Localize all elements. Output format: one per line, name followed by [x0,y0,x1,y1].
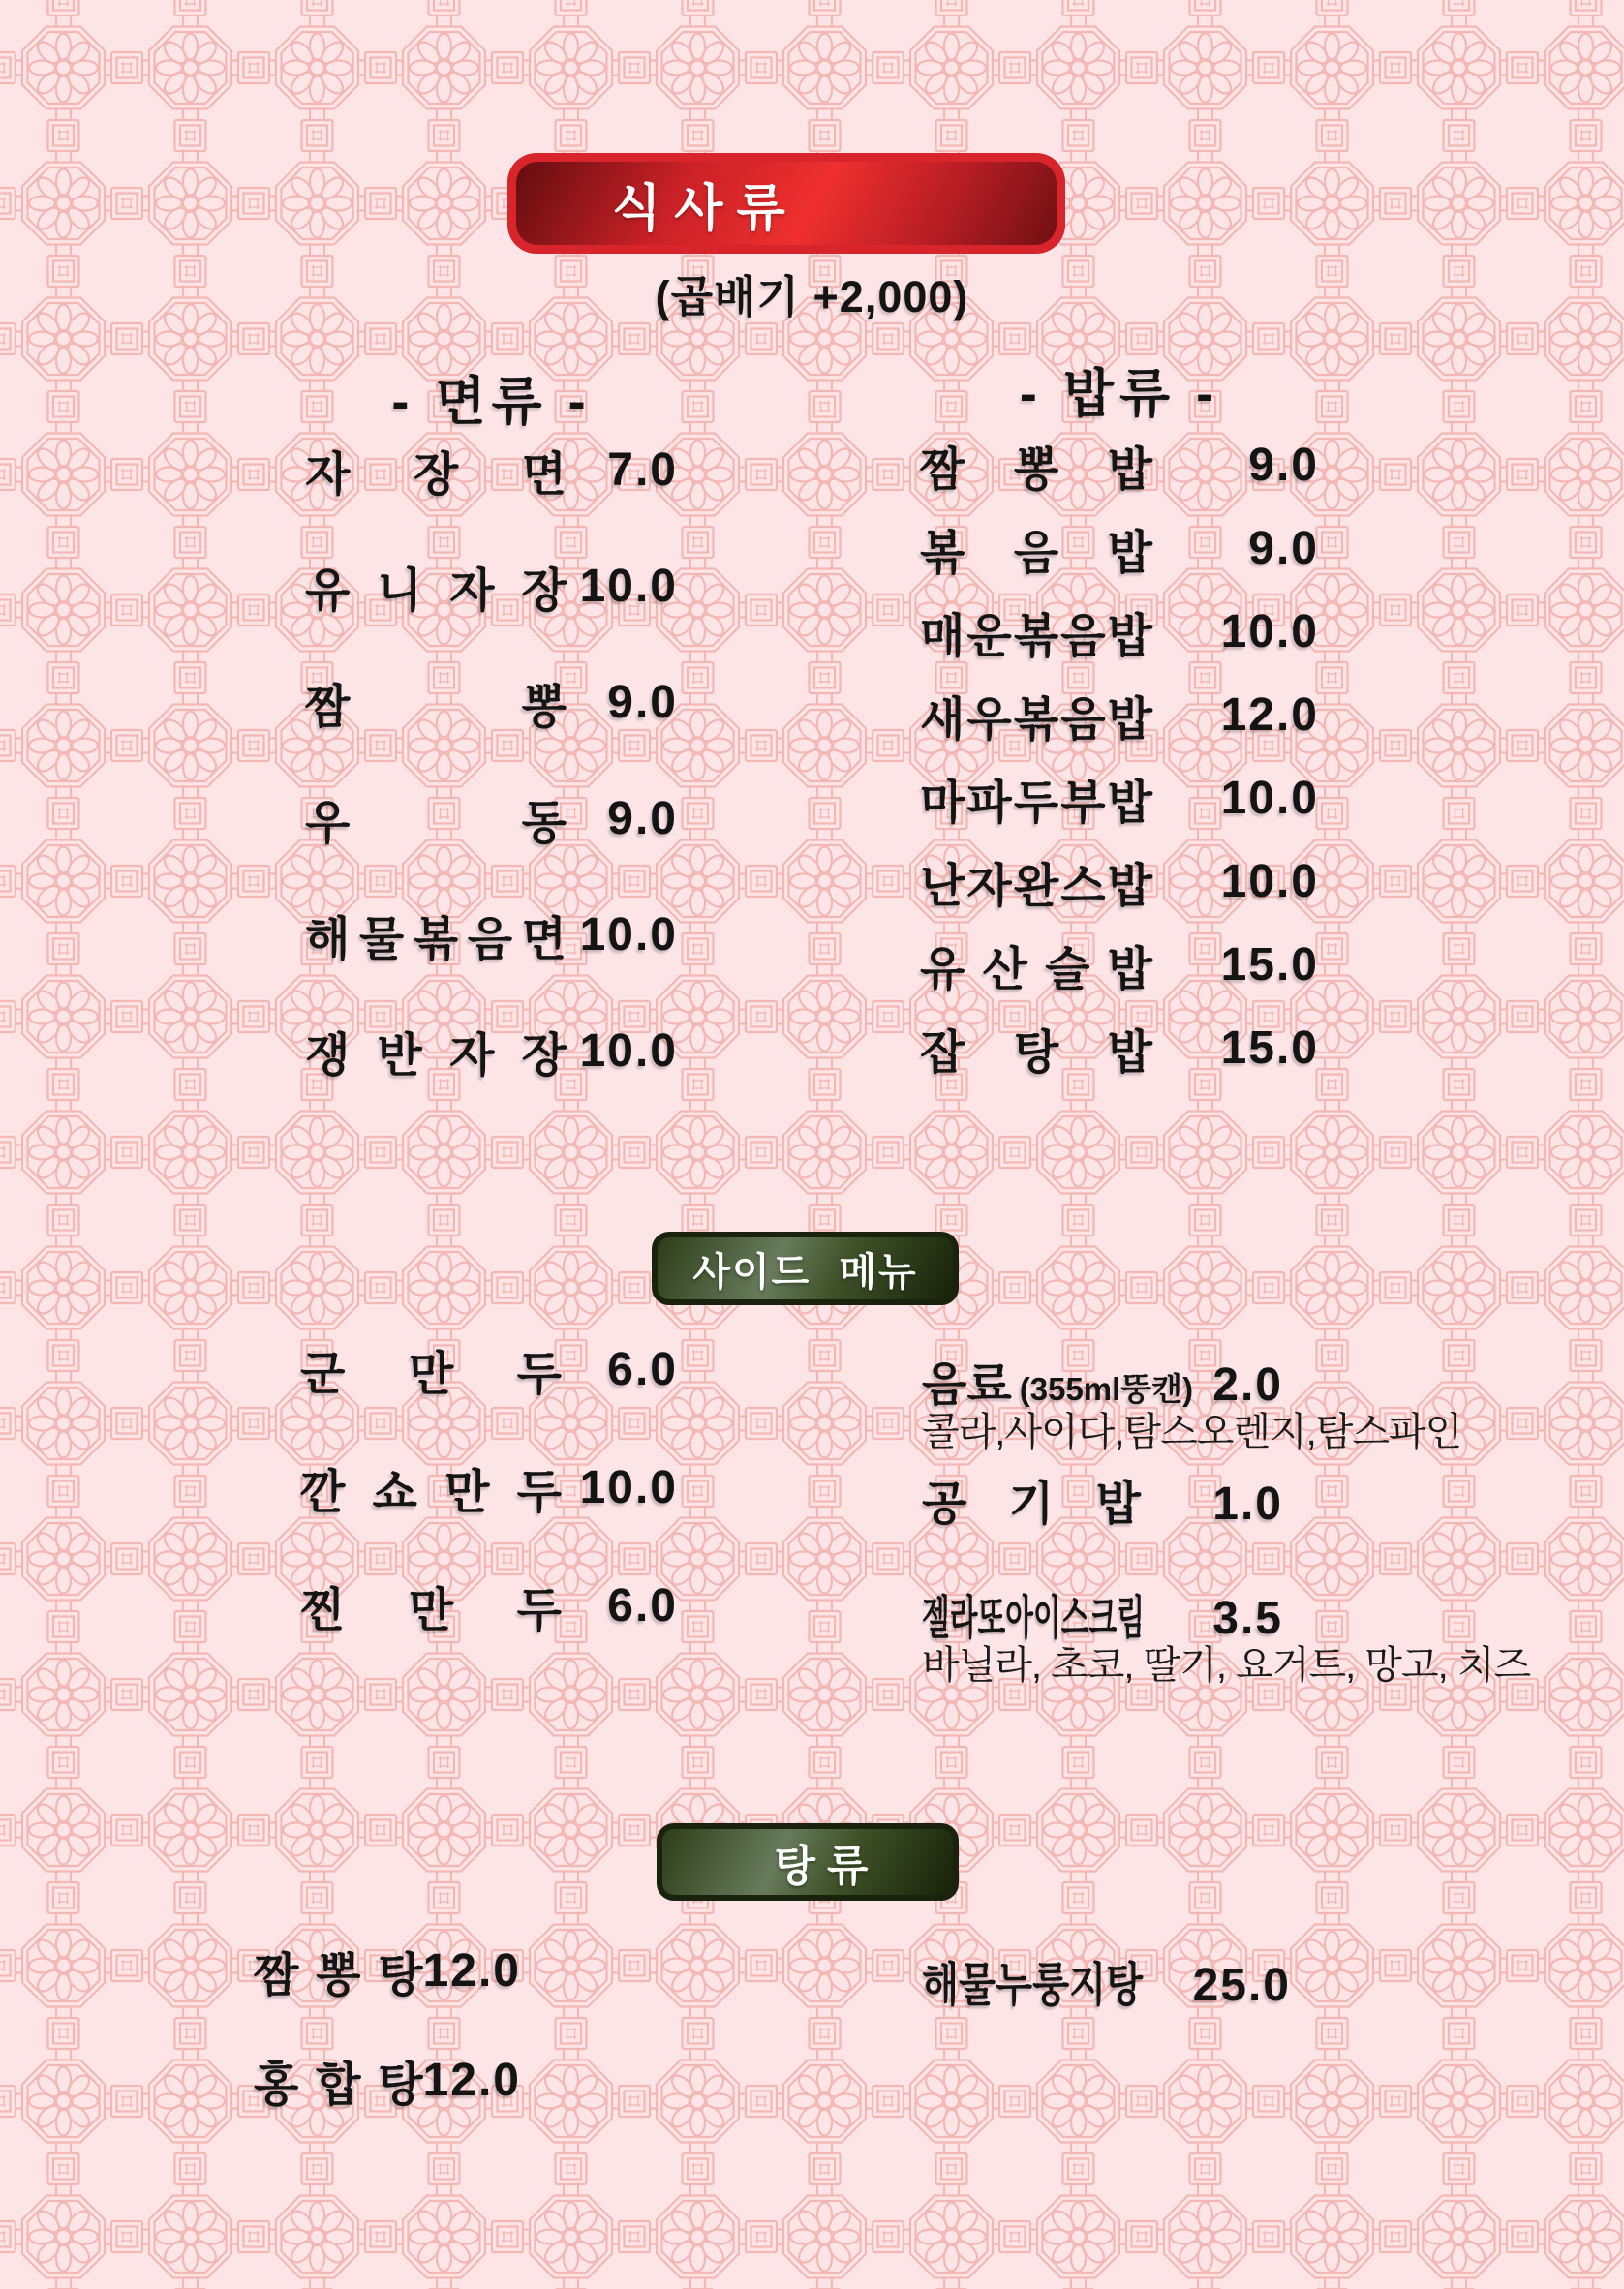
side-menu-drink-block [922,1347,1462,1456]
item-price: 10.0 [579,1024,678,1077]
category-badge-meals [507,153,1065,254]
category-badge-meals-label: 식사류 [612,180,799,237]
noodles-item-list [305,443,678,1082]
item-name: 젤라또아이스크림 [922,1593,1145,1644]
menu-item-row [305,908,678,965]
category-badge-soup [657,1823,959,1901]
item-name: 매 운 볶 음 밥 [920,610,1152,662]
item-name-wrap [922,1947,1164,2014]
item-price: 25.0 [1192,1960,1291,2011]
item-price: 7.0 [607,443,678,496]
item-name: 공 기 밥 [922,1479,1141,1530]
item-price: 10.0 [1220,855,1319,907]
category-badge-soup-label: 탕류 [774,1843,880,1890]
menu-item-row [254,1944,521,2001]
item-name: 마 파 두 부 밥 [920,777,1152,829]
menu-item-row [920,688,1319,746]
menu-item-row [254,2054,521,2111]
menu-item-row [922,1580,1283,1644]
menu-item-row [305,443,678,501]
category-badge-side-menu [652,1232,959,1305]
item-price: 10.0 [579,560,678,612]
item-description: 바닐라, 초코, 딸기, 요거트, 망고, 치즈 [922,1644,1531,1687]
menu-item-row [920,772,1319,829]
item-name: 홍 합 탕 [254,2059,423,2111]
item-name: 해물누룽지탕 [922,1960,1144,2011]
item-name: 우 동 [305,797,567,849]
side-menu-left-list [300,1343,678,1636]
item-name: 음료 [922,1359,1012,1411]
item-name: 짬 뽕 [305,681,567,733]
menu-item-row [920,1022,1319,1079]
item-name: 난 자 완 스 밥 [920,860,1152,912]
menu-item-row [920,605,1319,662]
category-badge-meals-inner [516,162,1057,245]
menu-item-row [305,560,678,617]
menu-item-row [922,1347,1283,1411]
menu-item-row [305,676,678,733]
menu-item-row [300,1579,678,1636]
item-description: 콜라,사이다,탐스오렌지,탐스파인 [922,1411,1462,1453]
item-name: 짬 뽕 탕 [254,1949,423,2001]
item-name: 군 만 두 [300,1348,562,1400]
subtitle-extra-charge: (곱배기 +2,000) [655,272,969,321]
item-price: 15.0 [1220,1022,1319,1074]
menu-item-row [920,938,1319,995]
item-name: 자 장 면 [305,448,567,501]
item-price: 6.0 [607,1579,678,1632]
menu-item-row [922,1466,1283,1530]
menu-item-row [305,792,678,849]
menu-item-row [300,1343,678,1400]
item-price: 15.0 [1220,938,1319,991]
menu-item-row [920,522,1319,579]
item-price: 10.0 [1220,772,1319,824]
side-menu-gelato-block [922,1580,1531,1690]
item-name: 유 니 자 장 [305,565,567,617]
menu-item-row [922,1947,1291,2011]
item-price: 2.0 [1212,1359,1283,1411]
item-price: 1.0 [1212,1479,1283,1530]
item-price: 9.0 [607,792,678,844]
item-price: 10.0 [1220,605,1319,657]
menu-item-row [920,439,1319,496]
category-badge-side-menu-label: 사이드 메뉴 [692,1250,918,1294]
side-menu-rice-bowl-block [922,1466,1283,1530]
soup-right-block [922,1947,1291,2011]
item-name: 해 물 볶 음 면 [305,913,567,965]
item-price: 10.0 [579,908,678,961]
item-price: 3.5 [1212,1593,1283,1644]
item-name: 볶 음 밥 [920,527,1152,579]
item-price: 10.0 [579,1461,678,1513]
item-price: 9.0 [1248,439,1319,491]
menu-item-row [305,1024,678,1082]
item-name: 짬 뽕 밥 [920,443,1152,496]
item-price: 12.0 [422,2054,521,2106]
item-name: 찐 만 두 [300,1584,562,1636]
item-name-wrap [922,1580,1145,1647]
item-name: 잡 탕 밥 [920,1026,1152,1079]
item-note: (355ml뚱캔) [1019,1371,1194,1407]
item-name: 유 산 슬 밥 [920,943,1152,995]
menu-item-row [920,855,1319,912]
item-price: 6.0 [607,1343,678,1395]
item-price: 9.0 [1248,522,1319,574]
item-name: 새 우 볶 음 밥 [920,693,1152,746]
section-title-noodles: - 면류 - [391,373,592,431]
menu-item-row [300,1461,678,1518]
item-name: 쟁 반 자 장 [305,1029,567,1082]
rice-item-list [920,439,1319,1079]
item-price: 9.0 [607,676,678,728]
item-price: 12.0 [1220,688,1319,741]
section-title-rice: - 밥류 - [1019,365,1220,423]
item-name: 깐 쇼 만 두 [300,1466,562,1518]
item-price: 12.0 [422,1944,521,1997]
soup-left-list [254,1944,521,2111]
